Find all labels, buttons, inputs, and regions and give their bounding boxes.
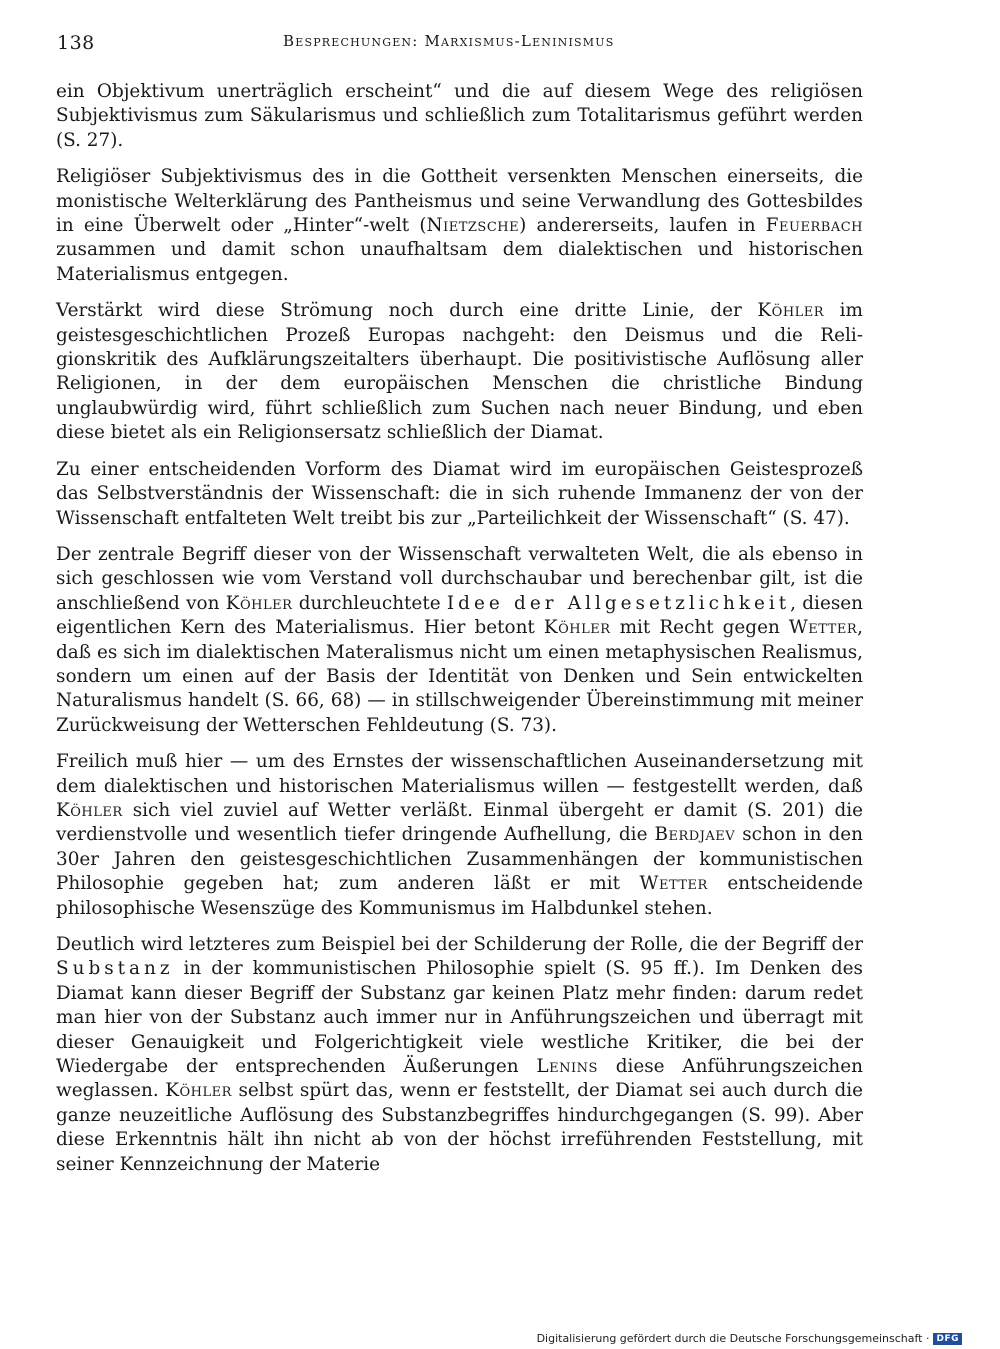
p6-text-b: sich viel zuviel auf Wetter verläßt. Einmal übergeht er damit (S. 201) die verdienstvolle und wesentlich tiefer dringende Aufhellung, die <box>56 799 863 846</box>
name-feuerbach: Feuerbach <box>765 215 863 237</box>
name-koehler: Köhler <box>543 617 611 639</box>
p7-text-b: in der kommunistischen Philosophie spielt (S. 95 ff.). Im Denken des Diamat kann dieser Begriff der Substanz gar keinen Platz mehr finden: darum redet man hier von der Substanz auch immer nur in Anführungszeichen und überragt mit dieser Genauigkeit und Folgerichtigkeit viele westliche Kritiker, die bei der Wiedergabe der entsprechenden Äußerungen <box>56 958 863 1078</box>
name-wetter: Wetter <box>639 873 708 895</box>
p2-text-c: zusammen und damit schon unaufhaltsam dem dialektischen und historischen Materialismus entgegen. <box>56 239 863 285</box>
p6-text-a: Freilich muß hier — um des Ernstes der wissenschaftlichen Auseinandersetzung mit dem dialektischen und historischen Materialismus willen — festgestellt werden, daß <box>56 751 863 797</box>
footer-text: Digitalisierung gefördert durch die Deutsche Forschungsgemeinschaft · <box>536 1332 930 1345</box>
paragraph-4 <box>56 458 863 531</box>
paragraph-7 <box>56 933 863 1177</box>
p5-text-c: , diesen eigentlichen Kern des Materialismus. Hier betont <box>56 592 863 639</box>
p3-text-a: Verstärkt wird diese Strömung noch durch eine dritte Linie, der <box>56 300 758 322</box>
name-koehler: Köhler <box>225 592 293 614</box>
p3-text-b: im geistesgeschichtlichen Prozeß Europas nachgeht: den Deismus und die Religionskritik des Aufklärungszeitalters überhaupt. Die positivistische Auflösung aller Religionen, in der dem europäischen Menschen die christliche Bindung unglaubwürdig wird, führt schließlich zum Suchen nach neuer Bindung, und eben diese bietet als ein Religionsersatz schließlich der Diamat. <box>56 300 864 444</box>
p1-text: ein Objektivum unerträglich erscheint“ und die auf diesem Wege des religiösen Subjektivismus zum Säkularismus und schließlich zum Totalitarismus geführt werden (S. 27). <box>56 81 863 151</box>
name-koehler: Köhler <box>56 799 123 821</box>
spaced-term-allgesetzlichkeit: Idee der Allgesetzlichkeit <box>446 592 791 614</box>
p7-text-c: diese Anführungszeichen weglassen. <box>56 1056 863 1102</box>
name-nietzsche: Nietzsche <box>426 215 520 237</box>
p6-text-c: schon in den 30er Jahren den geistesgeschichtlichen Zusammenhängen der kommunistischen Philosophie gegeben hat; zum anderen läßt er mit <box>56 824 863 895</box>
p5-text-b: durchleuchtete <box>292 592 447 614</box>
name-berdjaev: Berdjaev <box>654 824 736 846</box>
paragraph-2 <box>56 165 863 287</box>
p7-text-d: selbst spürt das, wenn er feststellt, der Diamat sei auch durch die ganze neuzeitliche Auflösung des Substanzbegriffes hindurchgegangen (S. 99). Aber diese Erkenntnis hält ihn nicht ab von der höchst irreführenden Feststellung, mit seiner Kennzeichnung der Materie <box>56 1080 863 1175</box>
spaced-term-substanz: Substanz <box>56 958 174 980</box>
name-wetter: Wetter <box>788 617 858 639</box>
page-number: 138 <box>57 32 95 54</box>
p5-text-e: , daß es sich im dialektischen Materalismus nicht um einen metaphysischen Realismus, sondern um einen auf der Basis der Identität von Denken und Sein entwickelten Naturalismus handelt (S. 66, 68) — in stillschweigender Übereinstimmung mit meiner Zurückweisung der Wetterschen Fehldeutung (S. 73). <box>56 617 863 736</box>
body-text <box>56 80 863 1189</box>
name-koehler: Köhler <box>757 300 825 322</box>
p4-text: Zu einer entscheidenden Vorform des Diamat wird im europäischen Geistesprozeß das Selbstverständnis der Wissenschaft: die in sich ruhende Immanenz der von der Wissenschaft entfalteten Welt treibt bis zur „Parteilichkeit der Wissenschaft“ (S. 47). <box>56 458 863 529</box>
p2-text-b: ) andererseits, laufen in <box>519 215 766 237</box>
p6-text-d: entscheidende philosophische Wesenszüge des Kommunismus im Halbdunkel stehen. <box>56 873 863 919</box>
paragraph-1 <box>56 80 863 153</box>
p5-text-a: Der zentrale Begriff dieser von der Wissenschaft verwalteten Welt, die als ebenso in sich geschlossen wie vom Verstand voll durchschaubar und berechenbar gilt, ist die anschließend von <box>56 543 863 614</box>
running-head: Besprechungen: Marxismus-Leninismus <box>283 32 615 50</box>
p2-text-a: Religiöser Subjektivismus des in die Gottheit versenkten Menschen einerseits, die monistische Welterklärung des Pantheismus und seine Verwandlung des Gottesbildes in eine Überwelt oder „Hinter“-welt ( <box>56 166 863 237</box>
paragraph-6 <box>56 750 863 921</box>
dfg-logo-icon: DFG <box>933 1333 962 1345</box>
p5-text-d: mit Recht gegen <box>610 617 789 639</box>
p7-text-a: Deutlich wird letzteres zum Beispiel bei der Schilderung der Rolle, die der Begriff der <box>56 934 863 955</box>
paragraph-3 <box>56 299 863 445</box>
paragraph-5 <box>56 543 863 738</box>
name-lenins: Lenins <box>536 1056 598 1078</box>
name-koehler: Köhler <box>165 1080 232 1102</box>
digitization-footer <box>537 1332 962 1345</box>
